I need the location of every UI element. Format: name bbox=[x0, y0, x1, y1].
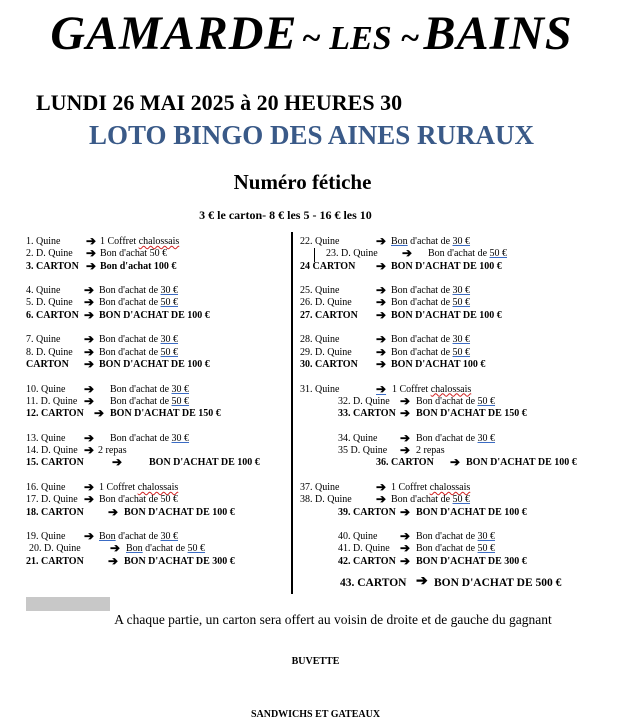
prize: BON D'ACHAT DE 100 € bbox=[124, 506, 235, 518]
arrow-icon: ➔ bbox=[376, 307, 387, 322]
prize bbox=[99, 297, 178, 309]
arrow-icon: ➔ bbox=[416, 574, 428, 590]
arrow-icon: ➔ bbox=[402, 246, 413, 261]
game-number: 19. Quine bbox=[26, 531, 66, 543]
game-row bbox=[26, 445, 291, 457]
game-row bbox=[26, 531, 291, 543]
game-number: CARTON bbox=[26, 358, 69, 370]
prize-amount: 50 € bbox=[477, 395, 496, 407]
arrow-icon: ➔ bbox=[376, 381, 387, 396]
prize: BON D'ACHAT DE 100 € bbox=[391, 309, 502, 321]
prize-amount: 30 € bbox=[160, 334, 179, 346]
town-title bbox=[0, 6, 623, 61]
game-number: 7. Quine bbox=[26, 334, 61, 346]
game-row bbox=[26, 248, 291, 260]
arrow-icon: ➔ bbox=[84, 356, 95, 371]
prize-amount: 50 € bbox=[452, 297, 471, 309]
buvette-label: BUVETTE bbox=[291, 656, 340, 667]
game-number: 14. D. Quine bbox=[26, 445, 78, 457]
prize-text: chalossais bbox=[138, 236, 180, 247]
town-suffix: BAINS bbox=[423, 7, 573, 60]
game-row bbox=[300, 258, 610, 273]
game-number: 26. D. Quine bbox=[300, 297, 352, 309]
game-number: 15. CARTON bbox=[26, 457, 84, 469]
prize-text: Bon d'achat de bbox=[99, 346, 161, 358]
arrow-icon: ➔ bbox=[376, 492, 387, 507]
prize: BON D'ACHAT DE 100 € bbox=[416, 506, 527, 518]
game-row bbox=[26, 408, 291, 420]
game-number: 24 CARTON bbox=[300, 260, 356, 272]
prize bbox=[391, 285, 470, 297]
game-number: 4. Quine bbox=[26, 285, 61, 297]
arrow-icon: ➔ bbox=[376, 295, 387, 310]
prize-text: 1 Coffret bbox=[392, 383, 431, 395]
prize bbox=[416, 433, 495, 445]
prize-text: Bon d'achat de bbox=[110, 383, 172, 395]
game-row bbox=[300, 307, 610, 322]
prize-text: Bon bbox=[99, 531, 116, 543]
game-row bbox=[300, 297, 610, 309]
arrow-icon: ➔ bbox=[376, 332, 387, 347]
prize bbox=[99, 482, 178, 494]
arrow-icon: ➔ bbox=[84, 295, 95, 310]
arrow-icon: ➔ bbox=[376, 356, 387, 371]
game-row bbox=[300, 248, 610, 260]
arrow-icon: ➔ bbox=[112, 455, 123, 470]
prize-amount: 30 € bbox=[171, 432, 190, 444]
prize bbox=[416, 396, 495, 408]
game-row bbox=[300, 494, 610, 506]
game-row bbox=[300, 408, 610, 420]
prize bbox=[99, 347, 178, 359]
prize-amount: 50 € bbox=[160, 346, 179, 358]
arrow-icon: ➔ bbox=[84, 479, 95, 494]
prize bbox=[99, 334, 178, 346]
game-number: 39. CARTON bbox=[338, 506, 396, 518]
game-row bbox=[26, 344, 291, 359]
arrow-icon: ➔ bbox=[84, 393, 95, 408]
arrow-icon: ➔ bbox=[400, 529, 411, 544]
prize: BON D'ACHAT DE 100 € bbox=[466, 457, 577, 469]
arrow-icon: ➔ bbox=[110, 541, 121, 556]
game-number: 18. CARTON bbox=[26, 506, 84, 518]
arrow-icon: ➔ bbox=[84, 430, 95, 445]
prize: BON D'ACHAT DE 100 € bbox=[391, 260, 502, 272]
game-number: 20. D. Quine bbox=[29, 543, 81, 555]
game-row bbox=[300, 430, 610, 445]
prize bbox=[428, 248, 507, 260]
arrow-icon: ➔ bbox=[84, 332, 95, 347]
prize-amount: 30 € bbox=[452, 236, 471, 247]
arrow-icon: ➔ bbox=[84, 307, 95, 322]
prize-text: chalossais bbox=[137, 481, 179, 493]
prize bbox=[391, 347, 470, 359]
game-number: 2. D. Quine bbox=[26, 248, 73, 260]
prize-text: Bon d'achat de bbox=[416, 395, 478, 407]
prize bbox=[99, 285, 178, 297]
game-number: 42. CARTON bbox=[338, 555, 396, 567]
game-row bbox=[300, 531, 610, 543]
game-row bbox=[26, 334, 291, 346]
prize-text: Bon d'achat de bbox=[391, 346, 453, 358]
prize-amount: 50 € bbox=[489, 248, 508, 260]
event-date: LUNDI 26 MAI 2025 à 20 HEURES 30 bbox=[36, 90, 403, 115]
prize: BON D'ACHAT DE 500 € bbox=[434, 577, 562, 590]
arrow-icon: ➔ bbox=[376, 258, 387, 273]
prize bbox=[416, 531, 495, 543]
prize bbox=[110, 433, 189, 445]
game-number: 13. Quine bbox=[26, 432, 66, 444]
game-row bbox=[300, 504, 610, 519]
arrow-icon: ➔ bbox=[84, 529, 95, 544]
arrow-icon: ➔ bbox=[400, 541, 411, 556]
game-number: 23. D. Quine bbox=[326, 248, 378, 260]
prize bbox=[126, 543, 205, 555]
game-number: 27. CARTON bbox=[300, 309, 358, 321]
prize: BON D'ACHAT DE 300 € bbox=[416, 555, 527, 567]
town-name: GAMARDE bbox=[50, 7, 298, 60]
prize-text: Bon d'achat de bbox=[391, 494, 453, 506]
arrow-icon: ➔ bbox=[376, 234, 387, 248]
game-row bbox=[26, 258, 291, 273]
prize bbox=[110, 396, 189, 408]
prize: BON D'ACHAT DE 100 € bbox=[149, 457, 260, 469]
game-number: 29. D. Quine bbox=[300, 346, 352, 358]
game-row bbox=[26, 236, 291, 248]
game-row bbox=[300, 334, 610, 346]
prize-text: Bon d'achat de bbox=[99, 297, 161, 309]
prize: BON D'ACHAT DE 150 € bbox=[416, 408, 527, 420]
game-number: 12. CARTON bbox=[26, 408, 84, 420]
prize-amount: 50 € bbox=[171, 395, 190, 407]
arrow-icon: ➔ bbox=[84, 381, 95, 396]
prize: 2 repas bbox=[98, 445, 127, 457]
game-row bbox=[26, 494, 291, 506]
prize-text: Bon d'achat de bbox=[416, 432, 478, 444]
prize-amount: 30 € bbox=[477, 531, 496, 543]
arrow-icon: ➔ bbox=[400, 553, 411, 568]
prize-text: chalossais bbox=[429, 481, 471, 493]
prize-text: Bon d'achat de bbox=[99, 334, 161, 346]
prize-amount: 50 € bbox=[187, 543, 206, 555]
arrow-icon: ➔ bbox=[108, 504, 119, 519]
prize: Bon d'achat de 50 € bbox=[99, 494, 179, 506]
prize-text: d'achat de bbox=[142, 543, 188, 555]
prize-amount: 30 € bbox=[171, 383, 190, 395]
game-row bbox=[300, 356, 610, 371]
games-right-column bbox=[300, 236, 610, 589]
arrow-icon: ➔ bbox=[94, 406, 105, 421]
prize-amount: 30 € bbox=[452, 334, 471, 346]
arrow-icon: ➔ bbox=[376, 344, 387, 359]
prize: BON D'ACHAT DE 300 € bbox=[124, 555, 235, 567]
arrow-icon: ➔ bbox=[400, 504, 411, 519]
town-separator: ~ LES ~ bbox=[301, 20, 420, 57]
game-row bbox=[26, 504, 291, 519]
game-row bbox=[26, 393, 291, 408]
game-row-final bbox=[300, 574, 610, 590]
game-row bbox=[300, 236, 610, 248]
game-number: 5. D. Quine bbox=[26, 297, 73, 309]
sandwichs-label: SANDWICHS ET GATEAUX bbox=[250, 709, 381, 720]
game-number: 32. D. Quine bbox=[338, 395, 390, 407]
prize-text: Bon d'achat de bbox=[391, 334, 453, 346]
game-number: 41. D. Quine bbox=[338, 543, 390, 555]
game-row bbox=[26, 553, 291, 568]
game-row bbox=[300, 393, 610, 408]
prize bbox=[100, 236, 179, 248]
prize: Bon d'achat 50 € bbox=[100, 248, 168, 260]
game-row bbox=[26, 479, 291, 494]
prize-text: Bon d'achat de bbox=[99, 285, 161, 297]
prize-text: 1 Coffret bbox=[100, 236, 139, 247]
prize-amount: 30 € bbox=[477, 432, 496, 444]
game-number: 8. D. Quine bbox=[26, 346, 73, 358]
games-left-column bbox=[26, 236, 291, 568]
prize bbox=[110, 384, 189, 396]
arrow-icon: ➔ bbox=[450, 455, 461, 470]
arrow-icon: ➔ bbox=[400, 393, 411, 408]
prize: BON D'ACHAT DE 150 € bbox=[110, 408, 221, 420]
game-number: 6. CARTON bbox=[26, 309, 79, 321]
prize bbox=[391, 482, 470, 494]
event-title: LOTO BINGO DES AINES RURAUX bbox=[88, 120, 535, 150]
game-number: 3. CARTON bbox=[26, 260, 79, 272]
game-number: 21. CARTON bbox=[26, 555, 84, 567]
game-number: 37. Quine bbox=[300, 481, 340, 493]
prize: BON D'ACHAT 100 € bbox=[391, 358, 486, 370]
game-number: 10. Quine bbox=[26, 383, 66, 395]
game-number: 11. D. Quine bbox=[26, 395, 78, 407]
prize bbox=[391, 334, 470, 346]
card-prices: 3 € le carton- 8 € les 5 - 16 € les 10 bbox=[199, 208, 372, 222]
prize: Bon d'achat 100 € bbox=[100, 260, 177, 272]
game-number: 25. Quine bbox=[300, 285, 340, 297]
game-number: 31. Quine bbox=[300, 383, 340, 395]
game-row bbox=[300, 381, 610, 396]
prize-text: chalossais bbox=[430, 383, 472, 395]
game-number: 43. CARTON bbox=[340, 577, 407, 590]
game-number: 16. Quine bbox=[26, 481, 66, 493]
game-number: 33. CARTON bbox=[338, 408, 396, 420]
game-number: 1. Quine bbox=[26, 236, 61, 247]
prize-text: Bon bbox=[126, 543, 143, 555]
prize-text: Bon d'achat de bbox=[110, 432, 172, 444]
game-row bbox=[26, 307, 291, 322]
prize: 2 repas bbox=[416, 445, 445, 457]
arrow-icon: ➔ bbox=[376, 283, 387, 298]
prize-text: 1 Coffret bbox=[99, 481, 138, 493]
game-row bbox=[26, 381, 291, 396]
arrow-icon: ➔ bbox=[84, 492, 95, 507]
game-row bbox=[26, 457, 291, 469]
column-divider bbox=[291, 232, 293, 594]
prize-text: d'achat de bbox=[115, 531, 161, 543]
prize-amount: 50 € bbox=[452, 494, 471, 506]
prize-amount: 50 € bbox=[160, 297, 179, 309]
game-number: 28. Quine bbox=[300, 334, 340, 346]
game-row bbox=[300, 543, 610, 555]
prize-text: Bon bbox=[391, 236, 408, 247]
game-number: 35 D. Quine bbox=[338, 445, 388, 457]
prize-text: d'achat de bbox=[407, 236, 453, 247]
game-number: 38. D. Quine bbox=[300, 494, 352, 506]
game-number: 40. Quine bbox=[338, 531, 378, 543]
arrow-icon: ➔ bbox=[400, 406, 411, 421]
game-row bbox=[26, 356, 291, 371]
game-row bbox=[300, 285, 610, 297]
arrow-icon: ➔ bbox=[86, 234, 97, 248]
prize: BON D'ACHAT DE 100 € bbox=[99, 309, 210, 321]
grey-highlight-box bbox=[26, 597, 110, 611]
prize-text: Bon d'achat de bbox=[391, 285, 453, 297]
prize-amount: 30 € bbox=[452, 285, 471, 297]
game-row bbox=[26, 430, 291, 445]
prize-text: Bon d'achat de bbox=[416, 531, 478, 543]
game-row bbox=[300, 479, 610, 494]
prize-text: Bon d'achat de bbox=[391, 297, 453, 309]
prize-text: Bon d'achat de bbox=[428, 248, 490, 260]
neighbor-note: A chaque partie, un carton sera offert au voisin de droite et de gauche du gagnant bbox=[114, 612, 552, 627]
game-number: 17. D. Quine bbox=[26, 494, 78, 506]
game-row bbox=[300, 344, 610, 359]
game-row bbox=[26, 297, 291, 309]
prize-amount: 50 € bbox=[477, 543, 496, 555]
prize-amount: 50 € bbox=[452, 346, 471, 358]
game-number: 34. Quine bbox=[338, 432, 378, 444]
arrow-icon: ➔ bbox=[400, 430, 411, 445]
prize-amount: 30 € bbox=[160, 531, 179, 543]
prize bbox=[391, 297, 470, 309]
game-row bbox=[300, 457, 610, 469]
arrow-icon: ➔ bbox=[84, 344, 95, 359]
prize-text: Bon d'achat de bbox=[416, 543, 478, 555]
prize: BON D'ACHAT DE 100 € bbox=[99, 358, 210, 370]
game-number: 30. CARTON bbox=[300, 358, 358, 370]
arrow-icon: ➔ bbox=[86, 246, 97, 261]
game-row bbox=[26, 285, 291, 297]
prize-text: Bon d'achat de bbox=[110, 395, 172, 407]
arrow-icon: ➔ bbox=[86, 258, 97, 273]
prize bbox=[416, 543, 495, 555]
game-number: 22. Quine bbox=[300, 236, 340, 247]
game-row bbox=[26, 543, 291, 555]
game-number: 36. CARTON bbox=[376, 457, 434, 469]
arrow-icon: ➔ bbox=[84, 443, 95, 458]
prize-amount: 30 € bbox=[160, 285, 179, 297]
arrow-icon: ➔ bbox=[84, 283, 95, 298]
prize-text: 1 Coffret bbox=[391, 481, 430, 493]
arrow-icon: ➔ bbox=[400, 443, 411, 458]
arrow-icon: ➔ bbox=[376, 479, 387, 494]
arrow-icon: ➔ bbox=[108, 553, 119, 568]
numero-fetiche: Numéro fétiche bbox=[233, 170, 372, 194]
game-row bbox=[300, 553, 610, 568]
